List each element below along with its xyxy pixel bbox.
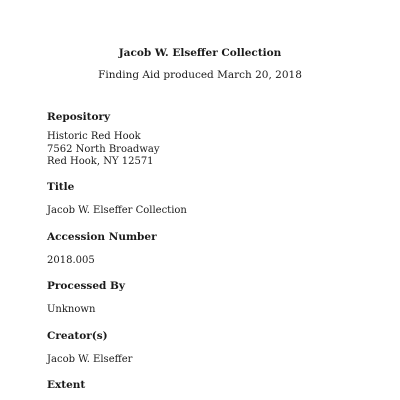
processed-by-value: Unknown — [47, 304, 96, 315]
document-subtitle: Finding Aid produced March 20, 2018 — [98, 69, 302, 81]
accession-number-value: 2018.005 — [47, 255, 95, 266]
repository-city: Red Hook, NY 12571 — [47, 156, 154, 167]
creators-heading: Creator(s) — [47, 330, 108, 342]
processed-by-heading: Processed By — [47, 280, 125, 292]
creators-value: Jacob W. Elseffer — [47, 354, 133, 365]
title-value: Jacob W. Elseffer Collection — [47, 205, 187, 216]
document-title: Jacob W. Elseffer Collection — [118, 47, 282, 59]
title-heading: Title — [47, 181, 75, 193]
repository-street: 7562 North Broadway — [47, 143, 160, 155]
extent-heading: Extent — [47, 379, 86, 391]
repository-heading: Repository — [47, 111, 111, 123]
accession-number-heading: Accession Number — [47, 231, 157, 243]
repository-name: Historic Red Hook — [47, 131, 141, 142]
